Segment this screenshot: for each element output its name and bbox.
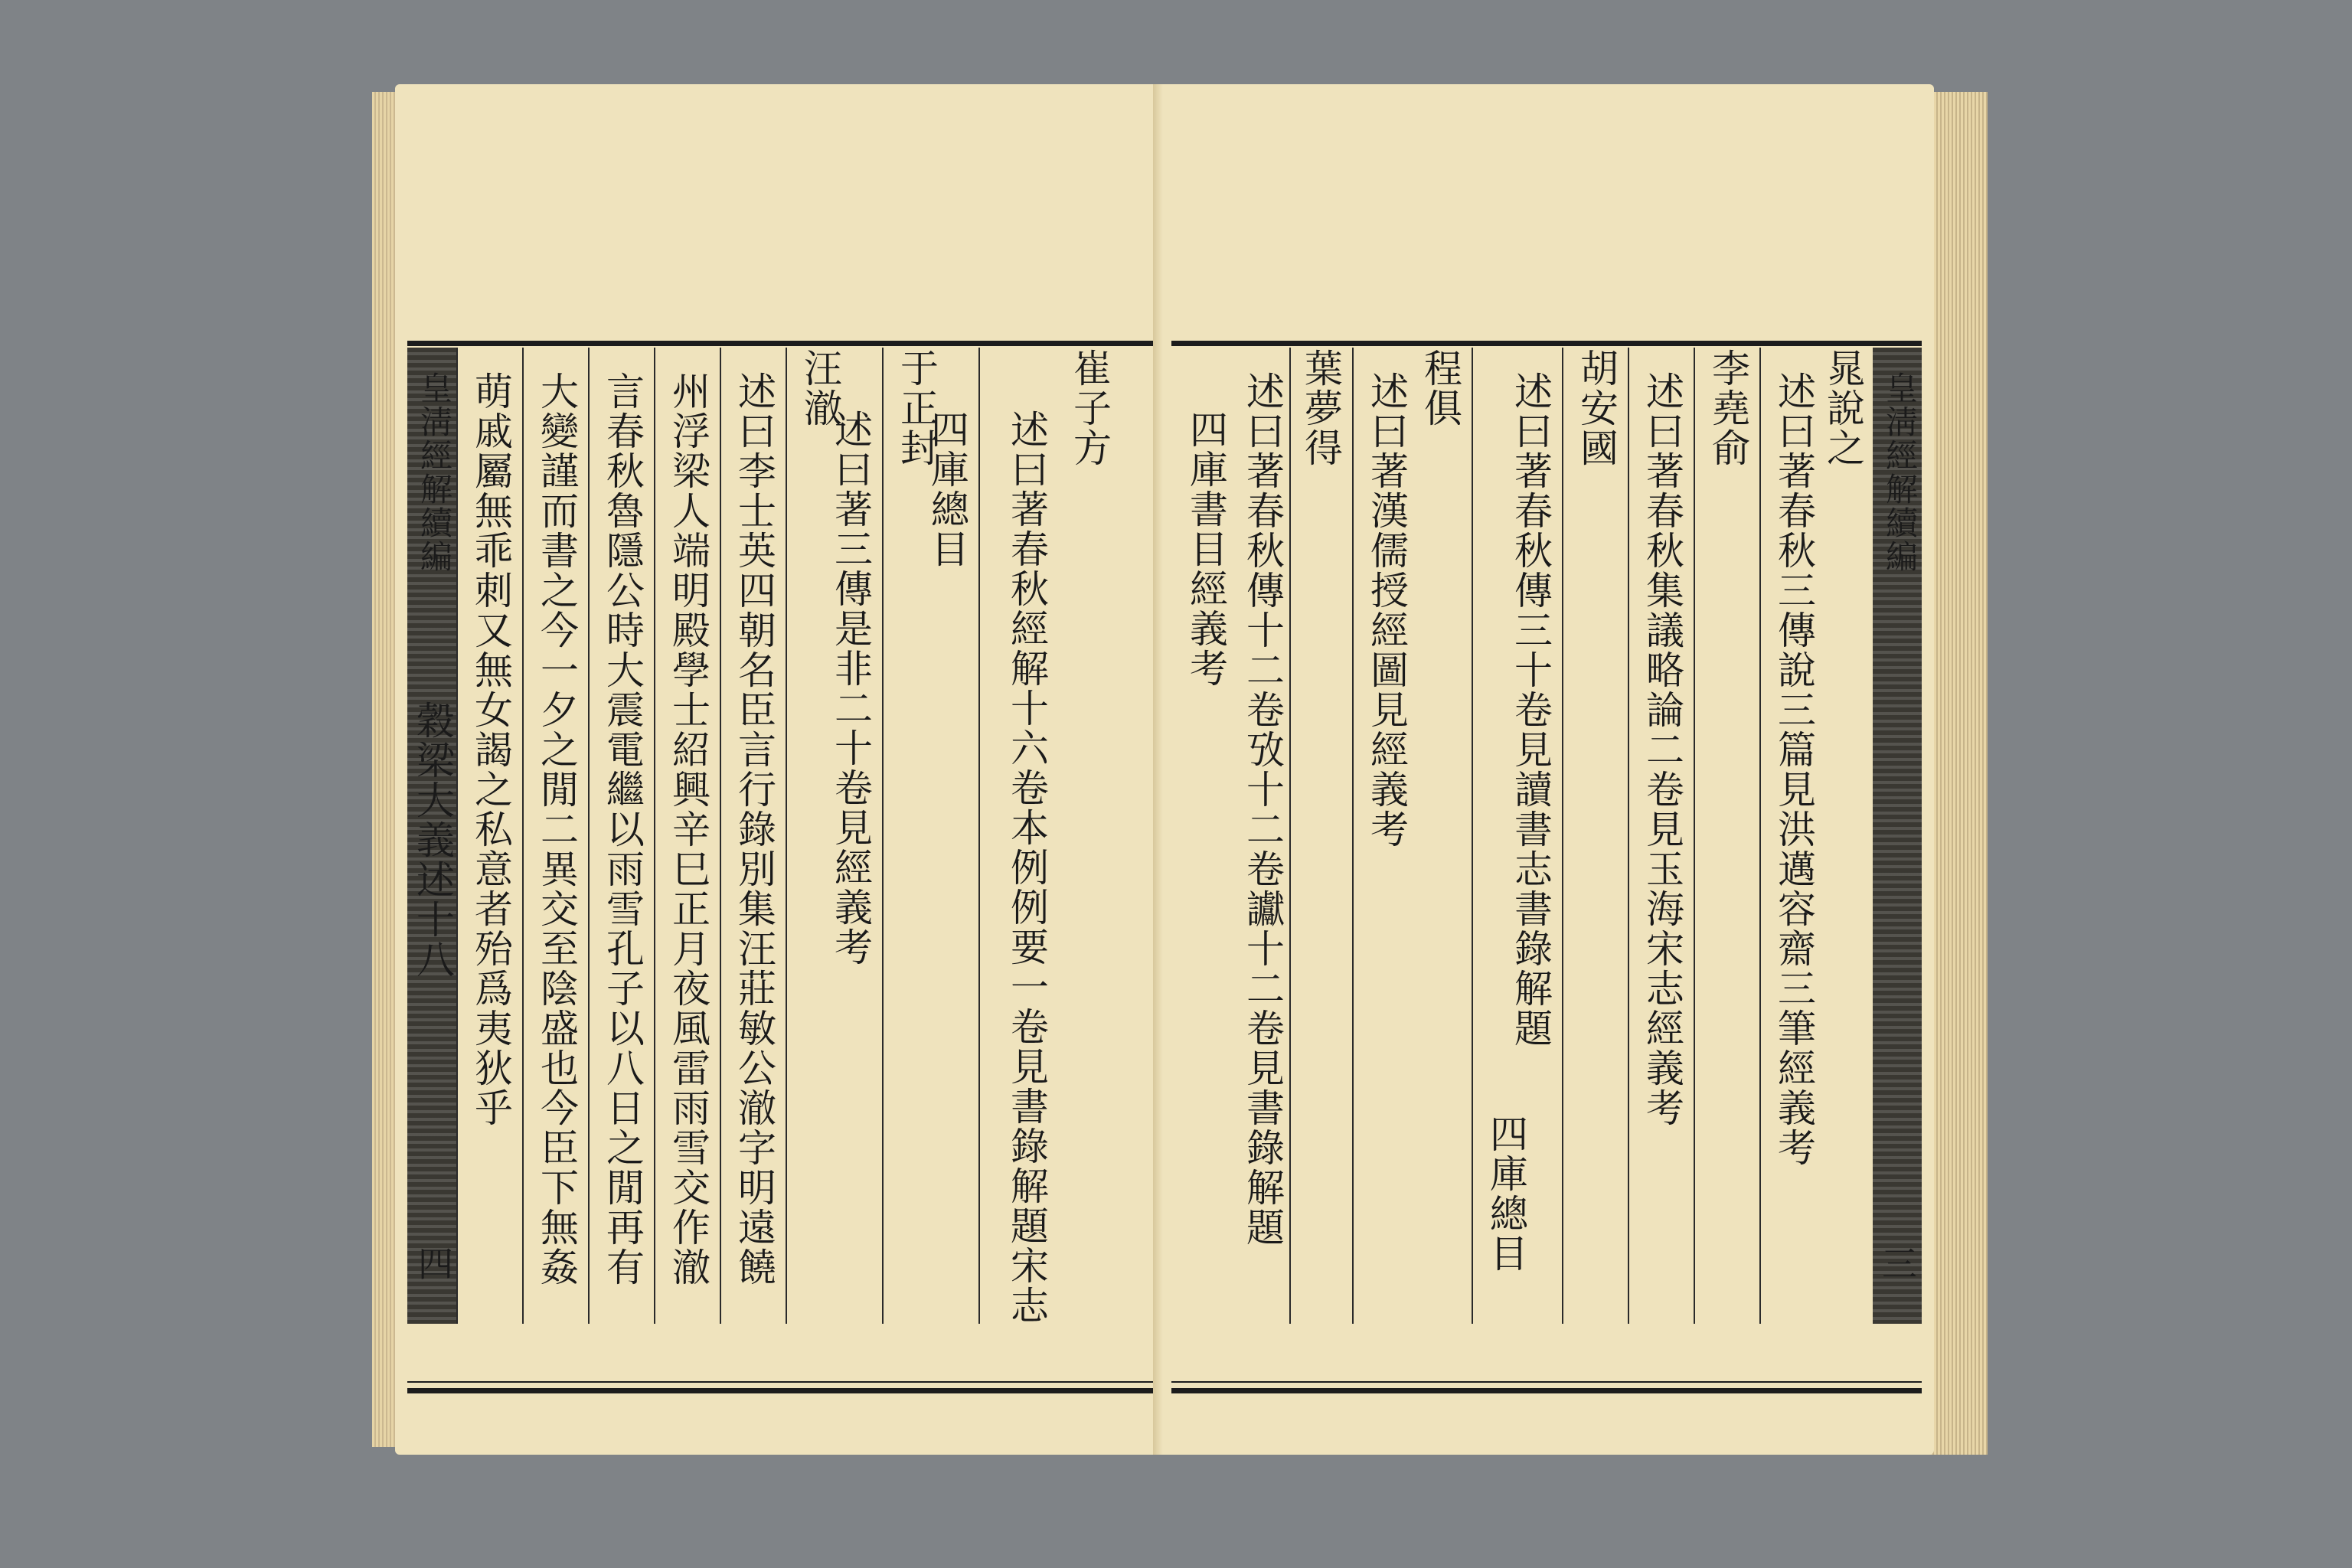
folio-number: 三 bbox=[1882, 1243, 1917, 1285]
column-divider bbox=[1628, 348, 1629, 1324]
column-divider bbox=[1562, 348, 1563, 1324]
person-heading: 晁說之 bbox=[1821, 348, 1865, 468]
right-text-block bbox=[1171, 341, 1922, 1447]
person-heading: 李堯俞 bbox=[1706, 348, 1750, 468]
inner-bottom-rule bbox=[407, 1381, 1158, 1383]
column-divider bbox=[720, 348, 721, 1324]
text-column: 四庫總目 bbox=[1484, 1114, 1528, 1273]
person-heading: 汪澈 bbox=[798, 348, 842, 428]
person-heading: 于正封 bbox=[894, 348, 939, 468]
person-heading: 程俱 bbox=[1418, 348, 1462, 428]
top-rule bbox=[1171, 341, 1922, 346]
bottom-rule bbox=[407, 1388, 1158, 1393]
column-divider bbox=[1694, 348, 1695, 1324]
person-heading: 葉夢得 bbox=[1298, 348, 1343, 468]
column-divider bbox=[786, 348, 787, 1324]
column-divider bbox=[522, 348, 524, 1324]
column-divider bbox=[588, 348, 590, 1324]
text-column: 四庫總目 bbox=[925, 410, 969, 569]
text-column: 述曰著春秋傳十二卷攷十二卷讞十二卷見書錄解題 bbox=[1240, 371, 1285, 1247]
bottom-rule bbox=[1171, 1388, 1922, 1393]
person-heading: 胡安國 bbox=[1574, 348, 1619, 468]
text-column: 述曰著春秋經解十六卷本例例要一卷見書錄解題宋志 bbox=[1004, 410, 1049, 1325]
spine-title: 皇淸經解續編 bbox=[416, 371, 453, 573]
column-divider bbox=[1352, 348, 1354, 1324]
inner-bottom-rule bbox=[1171, 1381, 1922, 1383]
open-book bbox=[372, 84, 1988, 1462]
text-column: 述曰李士英四朝名臣言行錄別集汪莊敏公澈字明遠饒 bbox=[732, 371, 776, 1287]
text-column: 大變謹而書之今一夕之閒二異交至陰盛也今臣下無姦 bbox=[534, 371, 579, 1287]
text-column: 述曰著春秋三傳說三篇見洪邁容齋三筆經義考 bbox=[1772, 371, 1816, 1168]
text-column: 述曰著春秋傳三十卷見讀書志書錄解題 bbox=[1508, 371, 1553, 1048]
text-column: 述曰著三傳是非二十卷見經義考 bbox=[828, 410, 873, 967]
text-column: 述曰著漢儒授經圖見經義考 bbox=[1364, 371, 1409, 849]
right-page bbox=[1168, 84, 1934, 1455]
text-column: 言春秋魯隱公時大震電繼以雨雪孔子以八日之閒再有 bbox=[600, 371, 645, 1287]
column-divider bbox=[1759, 348, 1761, 1324]
text-column: 萌戚屬無乖刺又無女謁之私意者殆爲夷狄乎 bbox=[469, 371, 513, 1128]
text-column: 州浮梁人端明殿學士紹興辛巳正月夜風雷雨雪交作澈 bbox=[666, 371, 710, 1287]
text-column: 述曰著春秋集議略論二卷見玉海宋志經義考 bbox=[1640, 371, 1684, 1128]
folio-number: 四 bbox=[418, 1243, 453, 1285]
spine-subtitle: 穀梁大義述十八 bbox=[410, 701, 455, 979]
text-column: 四庫書目經義考 bbox=[1184, 410, 1228, 688]
spine-title: 皇淸經解續編 bbox=[1881, 371, 1919, 573]
column-divider bbox=[978, 348, 980, 1324]
top-rule bbox=[407, 341, 1158, 346]
column-divider bbox=[1289, 348, 1291, 1324]
left-text-block bbox=[407, 341, 1158, 1447]
column-divider bbox=[654, 348, 655, 1324]
left-page bbox=[395, 84, 1161, 1455]
person-heading: 崔子方 bbox=[1067, 348, 1112, 468]
column-divider bbox=[456, 348, 458, 1324]
column-divider bbox=[882, 348, 884, 1324]
column-divider bbox=[1472, 348, 1473, 1324]
